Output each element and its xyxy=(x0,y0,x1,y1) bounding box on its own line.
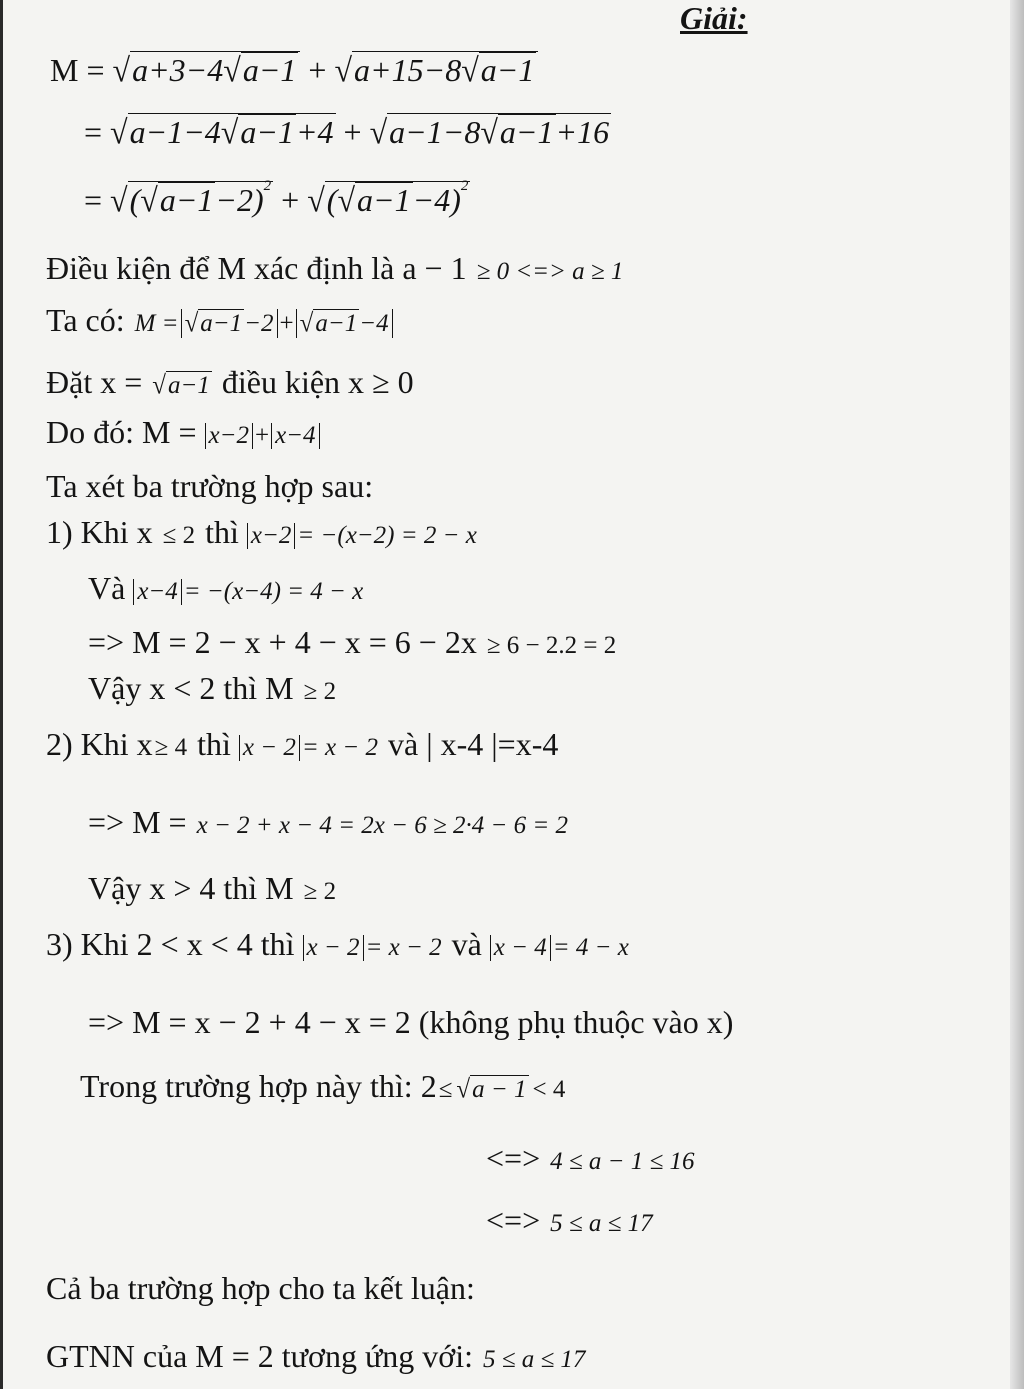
page-right-edge xyxy=(1010,0,1024,1389)
line-m-definition: M = √a+3−4√a−1 + √a+15−8√a−1 xyxy=(50,50,538,90)
line-conclusion-intro: Cả ba trường hợp cho ta kết luận: xyxy=(46,1270,475,1306)
line-rewrite-2: = $√(√a-1-2)^2 + √(√a-1-4)^2$ xyxy=(84,178,469,219)
line-case-2-m: => M = x − 2 + x − 4 = 2x − 6 ≥ 2·4 − 6 = 2 xyxy=(88,804,568,840)
line-equiv-1: <=> 4 ≤ a − 1 ≤ 16 xyxy=(486,1140,695,1176)
line-substitution: Đặt x = √a−1 điều kiện x ≥ 0 xyxy=(46,364,414,400)
line-three-cases: Ta xét ba trường hợp sau: xyxy=(46,468,374,504)
line-case-2: 2) Khi x≥ 4 thì x − 2 = x − 2 và | x-4 |=x-4 xyxy=(46,726,559,762)
line-case-3-range: Trong trường hợp này thì: 2≤ √a − 1 < 4 xyxy=(80,1068,566,1104)
line-ta-co: Ta có: M = √a−1−2 + √a−1−4 xyxy=(46,300,393,344)
line-case-1: 1) Khi x ≤ 2 thì x−2 = −(x−2) = 2 − x xyxy=(46,514,477,550)
solution-heading: Giải: xyxy=(680,0,748,36)
line-domain-condition: Điều kiện để M xác định là a − 1 ≥ 0 <=> a ≥ 1 xyxy=(46,250,624,286)
line-case-1-va: Và x−4 = −(x−4) = 4 − x xyxy=(88,570,364,606)
page-left-border xyxy=(0,0,3,1389)
line-case-3-m: => M = x − 2 + 4 − x = 2 (không phụ thuộc vào x) xyxy=(88,1004,734,1040)
line-do-do: Do đó: M = x−2 + x−4 xyxy=(46,412,320,456)
line-case-1-conclusion: Vậy x < 2 thì M ≥ 2 xyxy=(88,670,337,706)
line-case-1-m: => M = 2 − x + 4 − x = 6 − 2x ≥ 6 − 2.2 = 2 xyxy=(88,624,617,660)
radical-2: √a+15−8√a−1 xyxy=(334,50,538,90)
line-final-answer: GTNN của M = 2 tương ứng với: 5 ≤ a ≤ 17 xyxy=(46,1338,586,1374)
line-rewrite-1: = √a−1−4√a−1+4 + √a−1−8√a−1+16 xyxy=(84,113,610,151)
line-equiv-2: <=> 5 ≤ a ≤ 17 xyxy=(486,1202,653,1238)
line-case-3: 3) Khi 2 < x < 4 thì x − 2 = x − 2 và x − 4 = 4 − x xyxy=(46,926,629,962)
radical-1: √a+3−4√a−1 xyxy=(113,50,301,90)
line-case-2-conclusion: Vậy x > 4 thì M ≥ 2 xyxy=(88,870,337,906)
